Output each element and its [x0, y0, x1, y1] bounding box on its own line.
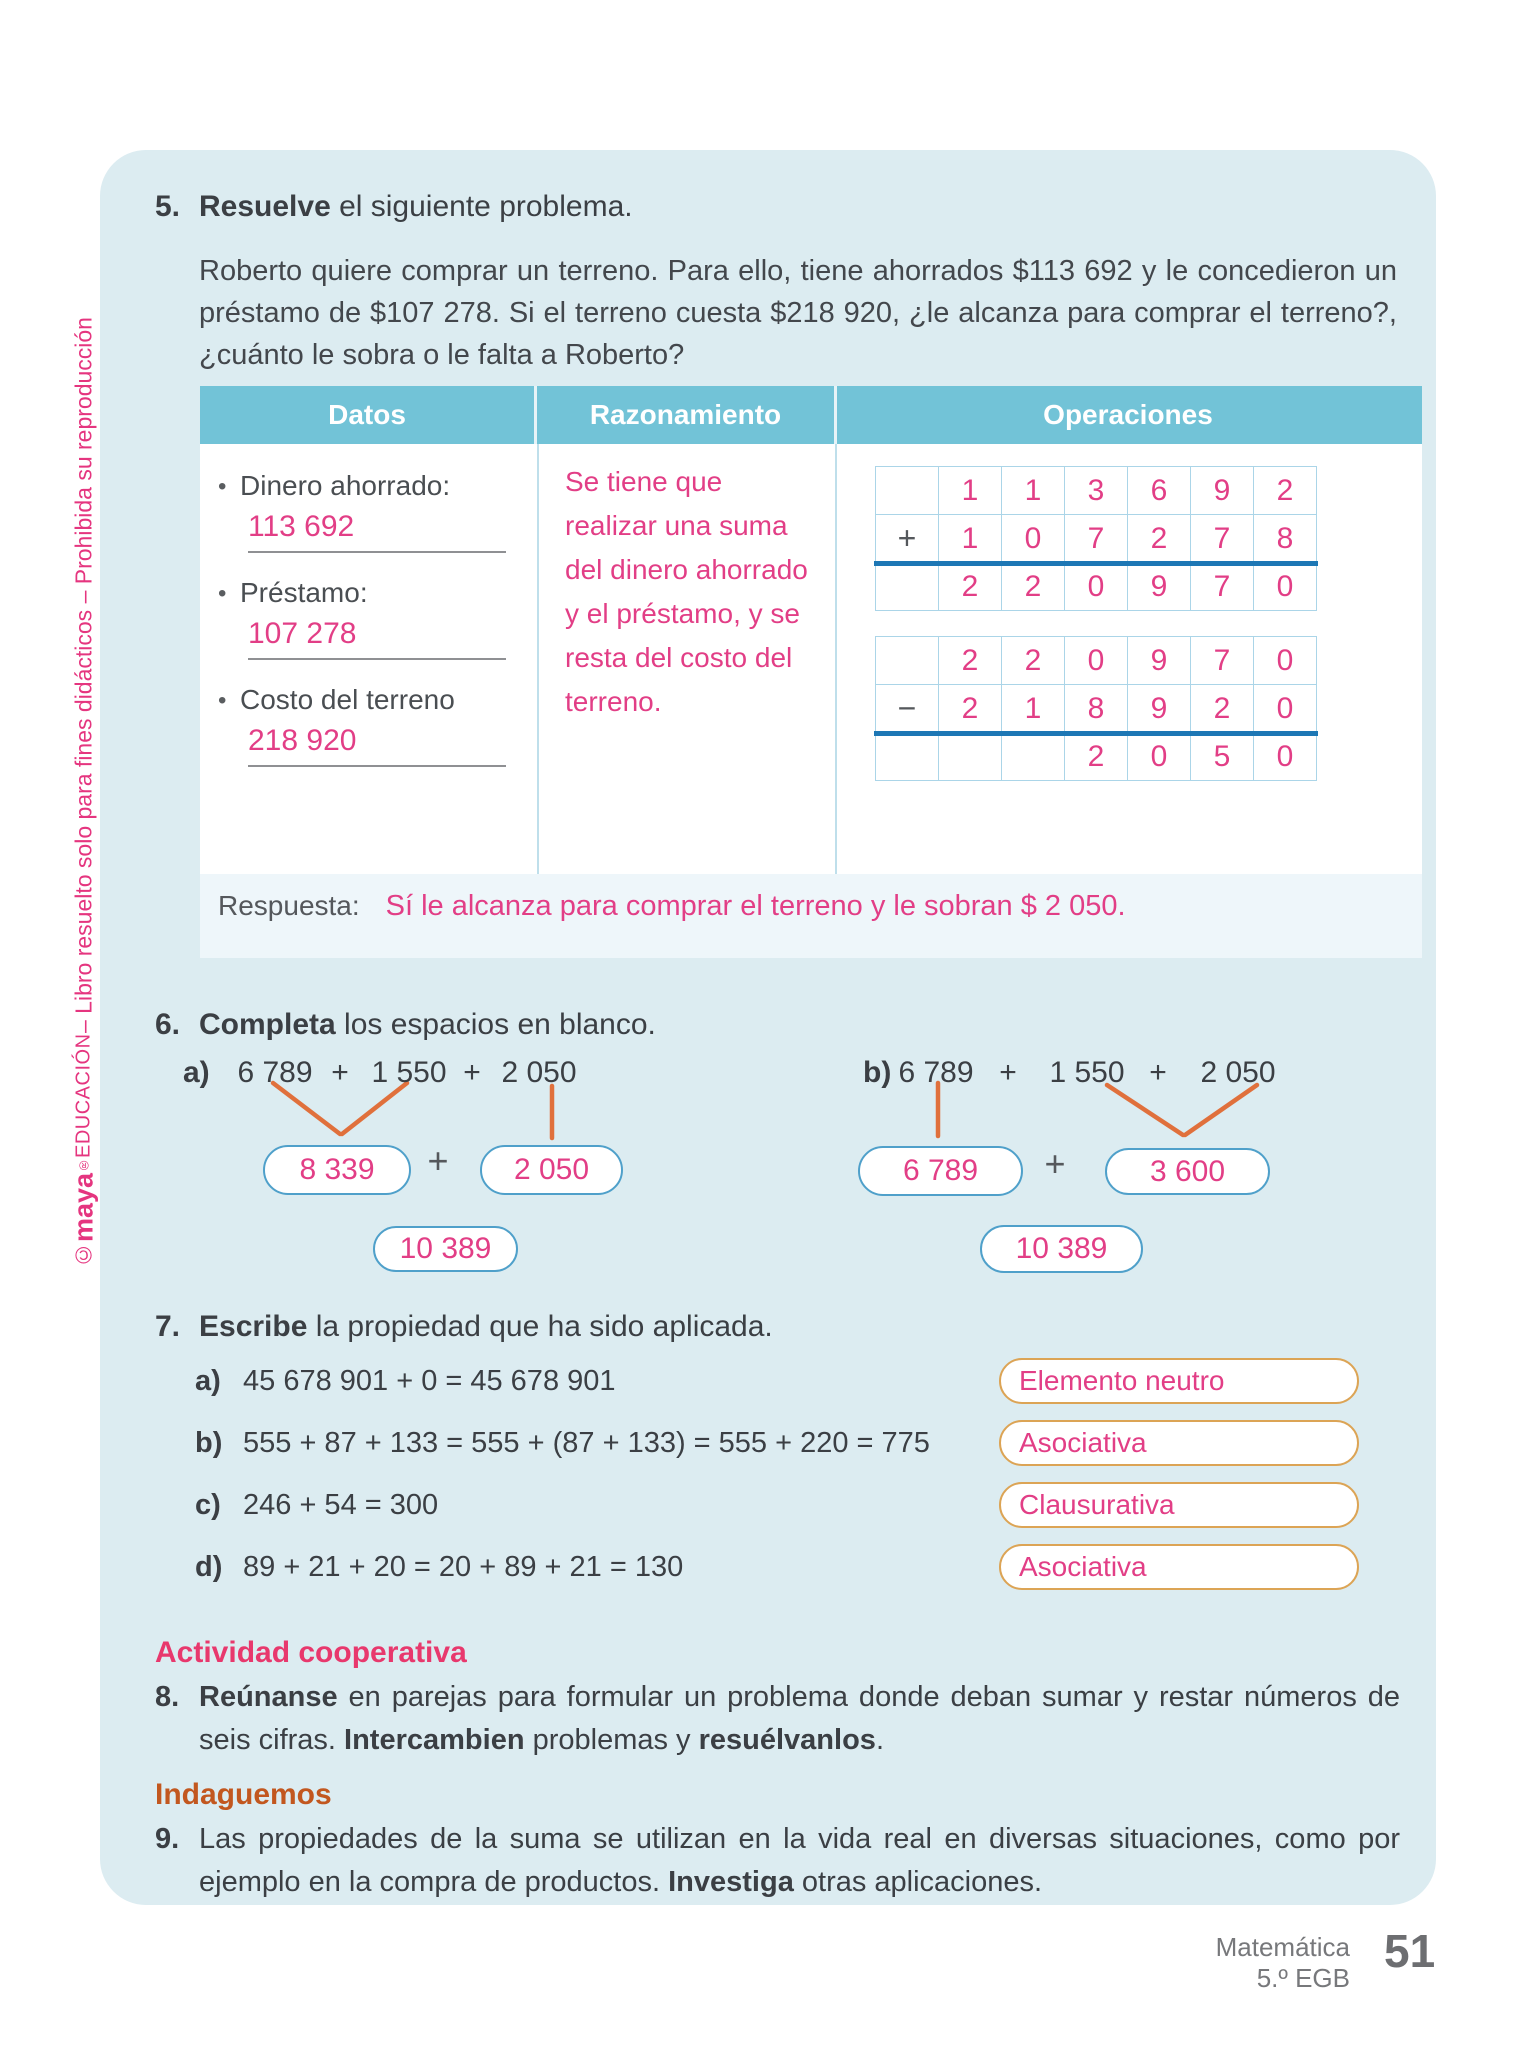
digit-cell: 1	[939, 467, 1002, 515]
problem-5-heading	[155, 188, 1400, 226]
digit-cell: 0	[1254, 733, 1317, 781]
publisher-name: EDUCACIÓN	[72, 1033, 95, 1158]
copyright-symbol: ©	[70, 1241, 97, 1268]
item-label: b)	[195, 1426, 223, 1459]
datos-cell	[200, 444, 537, 874]
digit-cell: 2	[1065, 733, 1128, 781]
text-segment: en parejas para formular un problema donde deban sumar y restar números de seis cifras.	[199, 1681, 1400, 1756]
text-segment: problemas y	[524, 1724, 699, 1756]
text-segment: el siguiente problema.	[330, 190, 633, 223]
property-answer-field[interactable]: Asociativa	[999, 1544, 1359, 1590]
addend: 6 789	[237, 1056, 313, 1089]
property-answer-field[interactable]: Elemento neutro	[999, 1358, 1359, 1404]
operator-cell: +	[876, 515, 939, 563]
text-segment: Escribe	[199, 1310, 308, 1343]
digit-cell: 0	[1254, 563, 1317, 611]
partial-sum-bubble[interactable]: 3 600	[1105, 1148, 1270, 1195]
text-segment: Completa	[199, 1008, 336, 1041]
text-segment: Reúnanse	[199, 1681, 338, 1713]
digit-cell: 7	[1191, 515, 1254, 563]
plus-operator: +	[1149, 1056, 1167, 1089]
datos-item	[218, 470, 537, 553]
digit-cell: 0	[1002, 515, 1065, 563]
problem-8	[155, 1676, 1400, 1762]
problem-9	[155, 1818, 1400, 1904]
respuesta-answer[interactable]: Sí le alcanza para comprar el terreno y le sobran $ 2 050.	[385, 890, 1126, 922]
property-row	[195, 1482, 1359, 1528]
bullet-icon: •	[218, 473, 227, 500]
problem-title	[199, 1308, 1400, 1346]
digit-cell: 9	[1128, 563, 1191, 611]
problem-number: 5.	[155, 190, 181, 223]
text-segment: los espacios en blanco.	[335, 1008, 656, 1041]
plus-operator: +	[999, 1056, 1017, 1089]
item-b-label: b)	[863, 1056, 892, 1089]
item-label: a)	[195, 1364, 221, 1397]
digit-cell: 7	[1191, 563, 1254, 611]
digit-cell: 0	[1254, 637, 1317, 685]
digit-cell: 1	[939, 515, 1002, 563]
problem-number: 6.	[155, 1008, 181, 1041]
plus-operator: +	[427, 1140, 449, 1181]
datos-label: • Dinero ahorrado:	[218, 470, 537, 504]
problem-7-heading	[155, 1308, 1400, 1346]
text-segment: Investiga	[668, 1866, 794, 1898]
digit-cell: 3	[1065, 467, 1128, 515]
result-line	[874, 731, 1318, 736]
sum-tree-diagrams	[155, 1048, 1400, 1286]
digit-cell: 2	[1002, 563, 1065, 611]
problem-number: 8.	[155, 1681, 180, 1713]
respuesta-label: Respuesta:	[218, 890, 360, 921]
plus-operator: +	[463, 1056, 481, 1089]
plus-operator: +	[1044, 1143, 1066, 1184]
equation: 555 + 87 + 133 = 555 + (87 + 133) = 555 + 220 = 775	[243, 1426, 930, 1459]
addend: 6 789	[898, 1056, 974, 1089]
problem-title	[199, 188, 1400, 226]
problem-number: 7.	[155, 1310, 181, 1343]
digit-cell: 0	[1128, 733, 1191, 781]
digit-cell	[876, 733, 939, 781]
digit-cell: 2	[1128, 515, 1191, 563]
indaguemos-heading: Indaguemos	[155, 1778, 332, 1811]
table-body	[200, 444, 1422, 874]
digit-cell: 2	[1002, 637, 1065, 685]
digit-cell: 2	[1254, 467, 1317, 515]
solution-table	[200, 386, 1422, 958]
text-segment: Resuelve	[199, 190, 331, 223]
datos-item	[218, 684, 537, 767]
plus-operator: +	[331, 1056, 349, 1089]
text-segment: resuélvanlos	[698, 1724, 876, 1756]
digit-cell: 5	[1191, 733, 1254, 781]
digit-cell: 0	[1254, 685, 1317, 733]
problem-title	[199, 1006, 1400, 1044]
copyright-notice: – Libro resuelto solo para fines didácticos – Prohibida su reproducción	[70, 317, 97, 1034]
digit-cell: 2	[939, 563, 1002, 611]
subtraction-grid	[875, 636, 1317, 781]
bullet-icon: •	[218, 580, 227, 607]
header-operaciones: Operaciones	[1043, 399, 1213, 430]
digit-cell: 7	[1065, 515, 1128, 563]
operaciones-cell	[837, 444, 1420, 874]
problem-6-heading	[155, 1006, 1400, 1044]
header-razonamiento: Razonamiento	[537, 386, 837, 444]
content-panel	[100, 150, 1436, 1905]
digit-cell: 0	[1065, 637, 1128, 685]
item-a-label: a)	[183, 1056, 210, 1089]
text-segment: .	[875, 1724, 884, 1756]
datos-value-field[interactable]: 113 692	[248, 510, 506, 553]
property-row	[195, 1420, 1359, 1466]
partial-sum-bubble[interactable]: 6 789	[858, 1146, 1023, 1196]
item-label: d)	[195, 1550, 223, 1583]
property-row	[195, 1358, 1359, 1404]
total-sum-bubble[interactable]: 10 389	[980, 1225, 1143, 1273]
digit-cell: 2	[1191, 685, 1254, 733]
total-sum-bubble[interactable]: 10 389	[373, 1226, 518, 1272]
digit-cell: 6	[1128, 467, 1191, 515]
problem-text	[199, 1676, 1400, 1762]
datos-item	[218, 577, 537, 660]
bullet-icon: •	[218, 687, 227, 714]
addend: 2 050	[1200, 1056, 1276, 1089]
table-header-row	[200, 386, 1422, 444]
addend: 1 550	[371, 1056, 447, 1089]
addend: 2 050	[501, 1056, 577, 1089]
text-segment: otras aplicaciones.	[793, 1866, 1043, 1898]
datos-label: • Costo del terreno	[218, 684, 537, 718]
page-number: 51	[1384, 1925, 1436, 1977]
text-segment: Las propiedades de la suma se utilizan en la vida real en diversas situaciones, como por ejemplo en la compra de productos.	[199, 1823, 1400, 1898]
addition-grid	[875, 466, 1317, 611]
property-answer-field[interactable]: Clausurativa	[999, 1482, 1359, 1528]
digit-cell: 9	[1128, 637, 1191, 685]
equation: 89 + 21 + 20 = 20 + 89 + 21 = 130	[243, 1550, 684, 1583]
digit-cell: 7	[1191, 637, 1254, 685]
equation: 246 + 54 = 300	[243, 1488, 439, 1521]
respuesta-row	[200, 874, 1422, 958]
digit-cell	[876, 637, 939, 685]
digit-cell	[876, 467, 939, 515]
addend: 1 550	[1049, 1056, 1125, 1089]
razonamiento-cell: Se tiene que realizar una suma del dinero ahorrado y el préstamo, y se resta del costo del terreno.	[537, 444, 837, 874]
digit-cell: 2	[939, 637, 1002, 685]
digit-cell: 1	[1002, 685, 1065, 733]
equation: 45 678 901 + 0 = 45 678 901	[243, 1364, 616, 1397]
subject-name: Matemática	[1215, 1932, 1350, 1962]
registered-mark: ®	[76, 1157, 92, 1173]
partial-sum-bubble[interactable]: 8 339	[263, 1145, 411, 1195]
footer-subject	[1216, 1932, 1350, 1994]
item-label: c)	[195, 1488, 221, 1521]
problem-number: 9.	[155, 1823, 180, 1855]
grade-level: 5.º EGB	[1256, 1963, 1350, 1994]
result-line	[874, 561, 1318, 566]
digit-cell: 9	[1128, 685, 1191, 733]
digit-cell: 2	[939, 685, 1002, 733]
partial-sum-bubble[interactable]: 2 050	[480, 1145, 623, 1195]
digit-cell	[876, 563, 939, 611]
text-segment: la propiedad que ha sido aplicada.	[307, 1310, 773, 1343]
problem-5-statement: Roberto quiere comprar un terreno. Para ello, tiene ahorrados $113 692 y le concedieron un préstamo de $107 278. Si el terreno cuesta $218 920, ¿le alcanza para comprar el terreno?, ¿cuánto le sobra o le falta a Roberto?	[199, 255, 1397, 371]
digit-cell: 0	[1065, 563, 1128, 611]
publisher-logo: maya	[68, 1172, 99, 1242]
property-answer-field[interactable]: Asociativa	[999, 1420, 1359, 1466]
digit-cell: 1	[1002, 467, 1065, 515]
digit-cell	[1002, 733, 1065, 781]
problem-text	[199, 1818, 1400, 1904]
digit-cell: 8	[1065, 685, 1128, 733]
property-row	[195, 1544, 1359, 1590]
header-datos: Datos	[200, 386, 537, 444]
datos-value-field[interactable]: 218 920	[248, 724, 506, 767]
digit-cell	[939, 733, 1002, 781]
cooperative-activity-heading: Actividad cooperativa	[155, 1636, 467, 1669]
operator-cell: −	[876, 685, 939, 733]
text-segment: Intercambien	[344, 1724, 525, 1756]
datos-value-field[interactable]: 107 278	[248, 617, 506, 660]
digit-cell: 8	[1254, 515, 1317, 563]
digit-cell: 9	[1191, 467, 1254, 515]
datos-label: • Préstamo:	[218, 577, 537, 611]
